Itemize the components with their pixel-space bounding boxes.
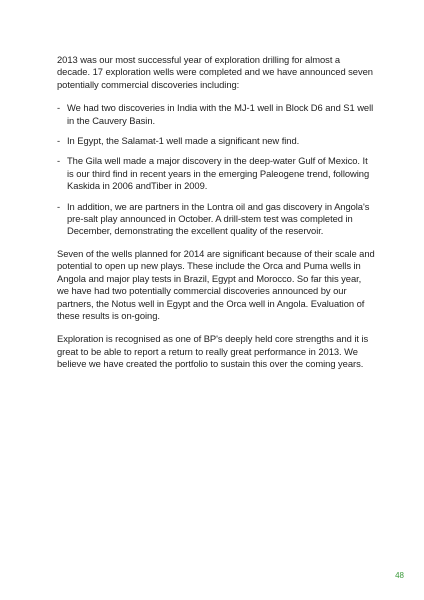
list-item-text: We had two discoveries in India with the MJ-1 well in Block D6 and S1 well in the Cauvery Basin. [67,102,374,126]
document-body [57,54,375,382]
list-item [57,155,375,192]
list-item-text: In addition, we are partners in the Lontra oil and gas discovery in Angola's pre-salt play announced in October. A drill-stem test was completed in December, demonstrating the excellent quality of the reservoir. [67,200,370,237]
discoveries-list [57,102,375,238]
bullet-dash: - [57,200,61,212]
bullet-dash: - [57,135,61,147]
page-number: 48 [395,571,404,580]
intro-paragraph: 2013 was our most successful year of exploration drilling for almost a decade. 17 exploration wells were completed and we have announced seven potentially commercial discoveries including: [57,54,373,90]
list-item [57,201,375,238]
list-item [57,135,375,147]
plans-paragraph: Seven of the wells planned for 2014 are significant because of their scale and potential to open up new plays. These include the Orca and Puma wells in Angola and major play tests in Brazil, Egypt and Morocco. So far this year, we have had two potentially commercial discoveries announced by our partners, the Notus well in Egypt and the Orca well in Angola. Evaluation of these results is on-going. [57,247,375,321]
list-item-text: The Gila well made a major discovery in the deep-water Gulf of Mexico. It is our third find in recent years in the emerging Paleogene trend, following Kaskida in 2006 andTiber in 2009. [67,155,370,192]
bullet-dash: - [57,155,61,167]
closing-paragraph: Exploration is recognised as one of BP's deeply held core strengths and it is great to be able to report a return to really great performance in 2013. We believe we have created the portfolio to sustain this over the coming years. [57,333,369,370]
bullet-dash: - [57,102,61,114]
list-item [57,102,375,127]
list-item-text: In Egypt, the Salamat-1 well made a significant new find. [67,135,300,147]
